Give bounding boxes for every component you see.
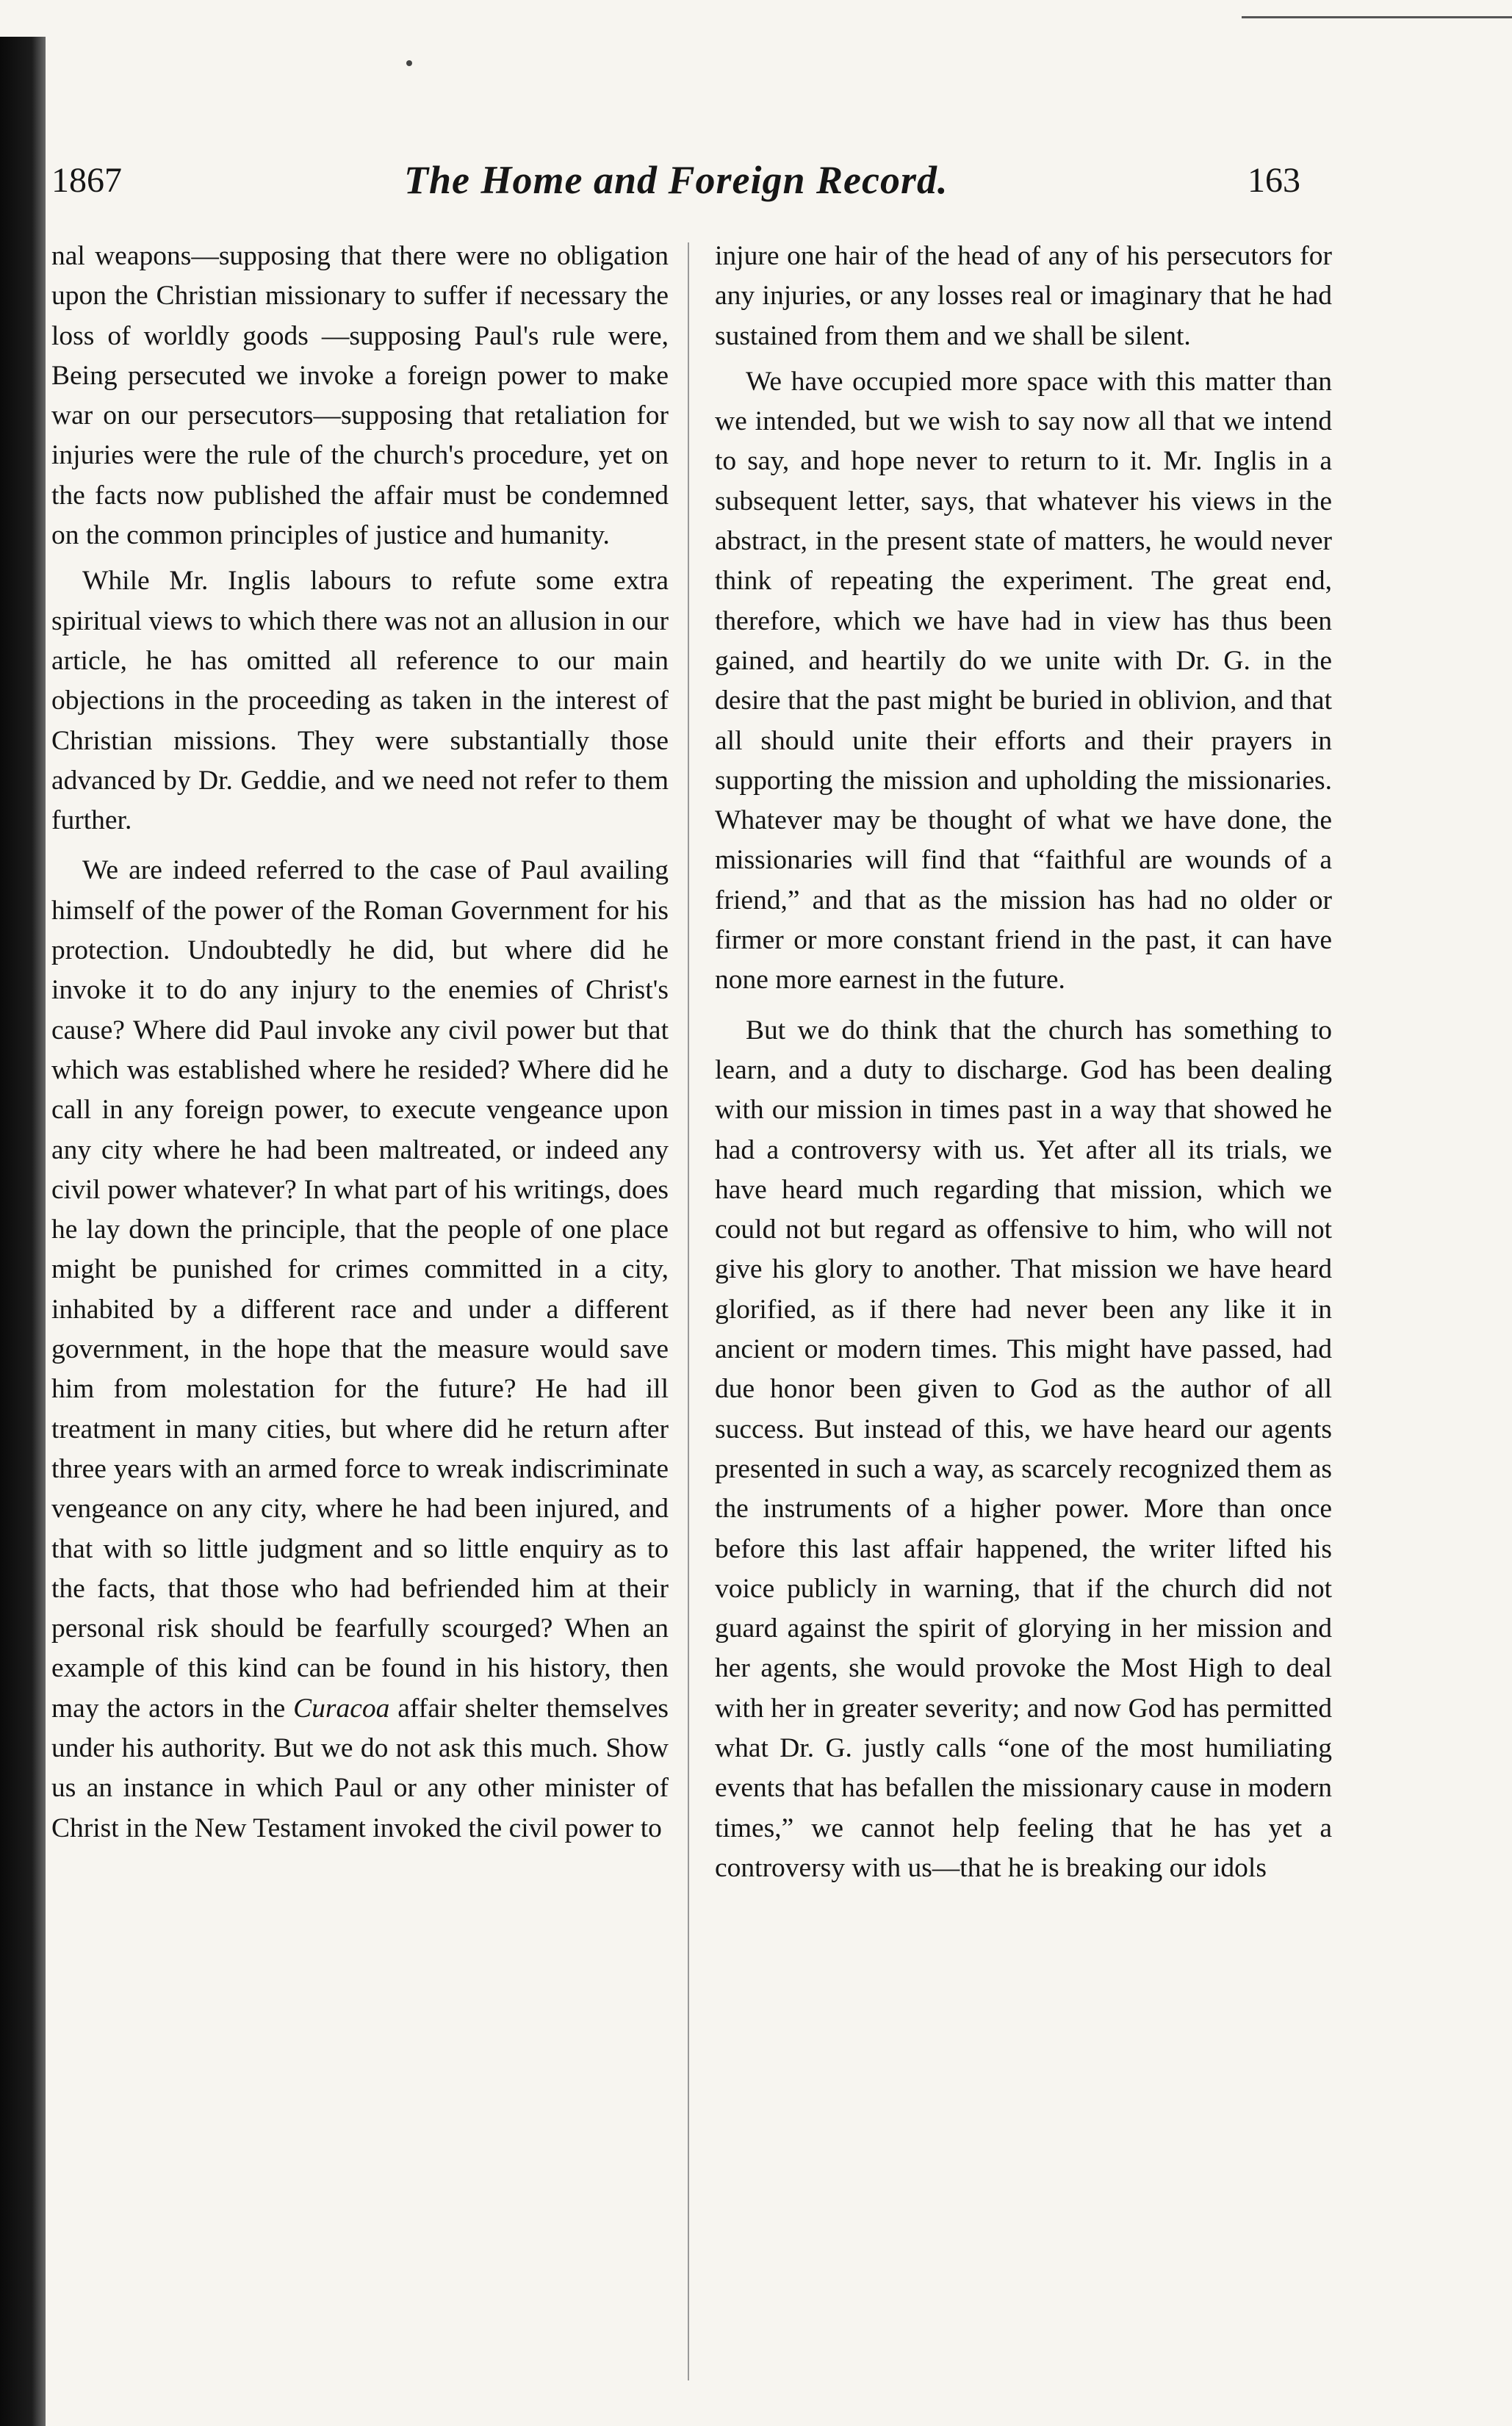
left-paragraph-2: While Mr. Inglis labours to refute some extra spiritual views to which there was not an allusion in our article, he has omitted all reference to our main objections in the proceeding as taken in the interest of Christian missions. They were substantially those advanced by Dr. Geddie, and we need not refer to them further. — [51, 566, 669, 836]
left-paragraph-3 — [51, 851, 669, 1848]
left-paragraph-1: nal weapons—supposing that there were no obligation upon the Christian missionary to suffer if necessary the loss of worldly goods —supposing Paul's rule were, Being persecuted we invoke a foreign power to make war on our persecutors—supposing that retaliation for injuries were the rule of the church's procedure, yet on the facts now published the affair must be condemned on the common principles of justice and humanity. — [51, 241, 669, 551]
header-year: 1867 — [51, 161, 122, 200]
running-header — [51, 160, 1300, 212]
left-paragraph-3-part-a: We are indeed referred to the case of Paul availing himself of the power of the Roman Government for his protection. Undoubtedly he did, but where did he invoke it to do any injury to the enemies of Christ's cause? Where did Paul invoke any civil power but that which was established where he resided? Where did he call in any foreign power, to execute vengeance upon any city where he had been maltreated, or indeed any civil power whatever? In what part of his writings, does he lay down the principle, that the people of one place might be punished for crimes committed in a city, inhabited by a different race and under a different government, in the hope that the measure would save him from molestation for the future? He had ill treatment in many cities, but where did he return after three years with an armed force to wreak indiscriminate vengeance on any city, where he had been injured, and that with so little judgment and so little enquiry as to the facts, that those who had befriended him at their personal risk should be fearfully scourged? When an example of this kind can be found in his history, then may the actors in the — [51, 855, 669, 1724]
journal-title: The Home and Foreign Record. — [404, 158, 948, 202]
page-binding-edge — [0, 37, 46, 2426]
top-rule — [1242, 16, 1512, 18]
right-paragraph-1: injure one hair of the head of any of his persecutors for any injuries, or any losses real or imaginary that he had sustained from them and we shall be silent. — [715, 241, 1332, 351]
ink-speck — [406, 60, 412, 66]
page-number: 163 — [1248, 161, 1300, 200]
column-divider — [688, 242, 689, 2380]
right-paragraph-3: But we do think that the church has something to learn, and a duty to discharge. God has been dealing with our mission in times past in a way that showed he had a controversy with us. Yet after all its trials, we have heard much regarding that mission, which we could not but regard as offensive to him, who will not give his glory to another. That mission we have heard glorified, as if there had never been any like it in ancient or modern times. This might have passed, had due honor been given to God as the author of all success. But instead of this, we have heard our agents presented in such a way, as scarcely recognized them as the instruments of a higher power. More than once before this last affair happened, the writer lifted his voice publicly in warning, that if the church did not guard against the spirit of glorying in her mission and her agents, she would provoke the Most High to deal with her in greater severity; and now God has permitted what Dr. G. justly calls “one of the most humiliating events that has befallen the missionary cause in modern times,” we cannot help feeling that he has yet a controversy with us—that he is breaking our idols — [715, 1015, 1332, 1883]
right-paragraph-2: We have occupied more space with this matter than we intended, but we wish to say now all that we intend to say, and hope never to return to it. Mr. Inglis in a subsequent letter, says, that whatever his views in the abstract, in the present state of matters, he would never think of repeating the experiment. The great end, therefore, which we have had in view has thus been gained, and heartily do we unite with Dr. G. in the desire that the past might be buried in oblivion, and that all should unite their efforts and their prayers in supporting the mission and upholding the missionaries. Whatever may be thought of what we have done, the missionaries will find that “faithful are wounds of a friend,” and that as the mission has had no older or firmer or more constant friend in the past, it can have none more earnest in the future. — [715, 366, 1332, 996]
left-paragraph-3-part-b: affair shelter themselves under his authority. But we do not ask this much. Show us an instance in which Paul or any other minister of Christ in the New Testament invoked the civil power to — [51, 1693, 669, 1843]
left-column — [51, 237, 669, 1849]
ship-name: Curacoa — [293, 1693, 390, 1724]
right-column — [715, 237, 1332, 1888]
